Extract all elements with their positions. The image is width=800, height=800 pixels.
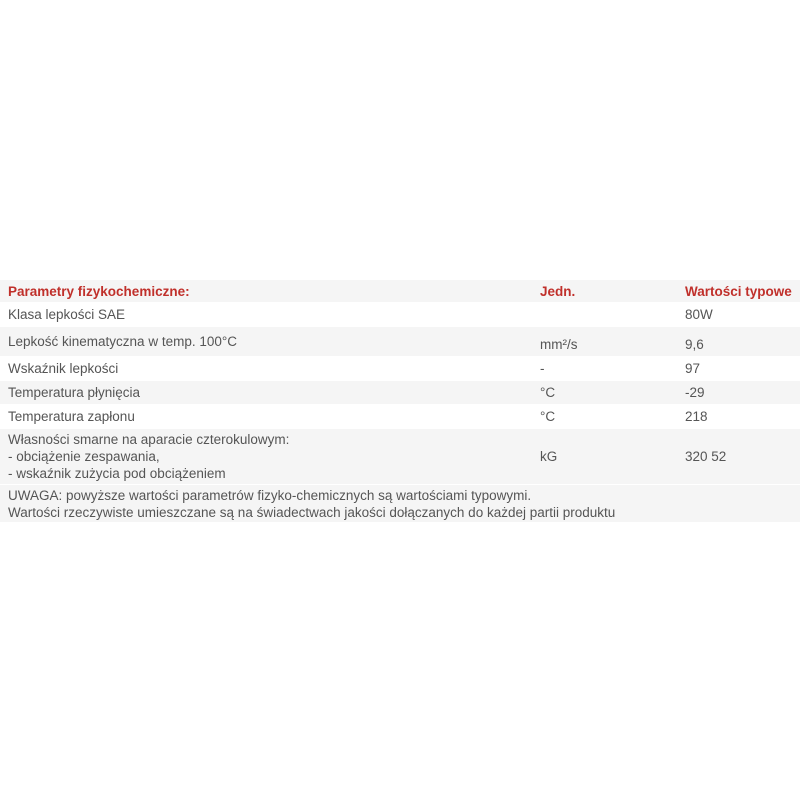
four-ball-value: 320 52	[677, 429, 800, 485]
row-param: Temperatura płynięcia	[0, 381, 532, 405]
row-param: Klasa lepkości SAE	[0, 303, 532, 327]
row-unit: °C	[532, 405, 677, 429]
row-value: -29	[677, 381, 800, 405]
note-row	[0, 485, 800, 523]
table-row	[0, 405, 800, 429]
row-param: Lepkość kinematyczna w temp. 100°C	[0, 327, 532, 357]
row-unit: mm²/s	[532, 327, 677, 357]
note-line: Wartości rzeczywiste umieszczane są na świadectwach jakości dołączanych do każdej partii produktu	[8, 504, 616, 520]
row-value: 9,6	[677, 327, 800, 357]
four-ball-line: Własności smarne na aparacie czterokulowym:	[8, 432, 290, 447]
row-unit: -	[532, 357, 677, 381]
header-unit: Jedn.	[532, 280, 677, 303]
spec-table	[0, 280, 800, 523]
table-row-four-ball	[0, 429, 800, 485]
row-unit	[532, 303, 677, 327]
table-row	[0, 303, 800, 327]
row-param: Wskaźnik lepkości	[0, 357, 532, 381]
row-unit: °C	[532, 381, 677, 405]
table-header-row	[0, 280, 800, 303]
header-value: Wartości typowe	[677, 280, 800, 303]
row-value: 97	[677, 357, 800, 381]
note-line: UWAGA: powyższe wartości parametrów fizyko-chemicznych są wartościami typowymi.	[8, 487, 532, 503]
row-param: Temperatura zapłonu	[0, 405, 532, 429]
row-value: 218	[677, 405, 800, 429]
note	[0, 485, 800, 523]
table-row	[0, 357, 800, 381]
table-row	[0, 327, 800, 357]
four-ball-line: - wskaźnik zużycia pod obciążeniem	[8, 466, 226, 481]
row-value: 80W	[677, 303, 800, 327]
table-row	[0, 381, 800, 405]
header-param: Parametry fizykochemiczne:	[0, 280, 532, 303]
four-ball-unit: kG	[532, 429, 677, 485]
four-ball-param	[0, 429, 532, 485]
four-ball-line: - obciążenie zespawania,	[8, 449, 160, 464]
